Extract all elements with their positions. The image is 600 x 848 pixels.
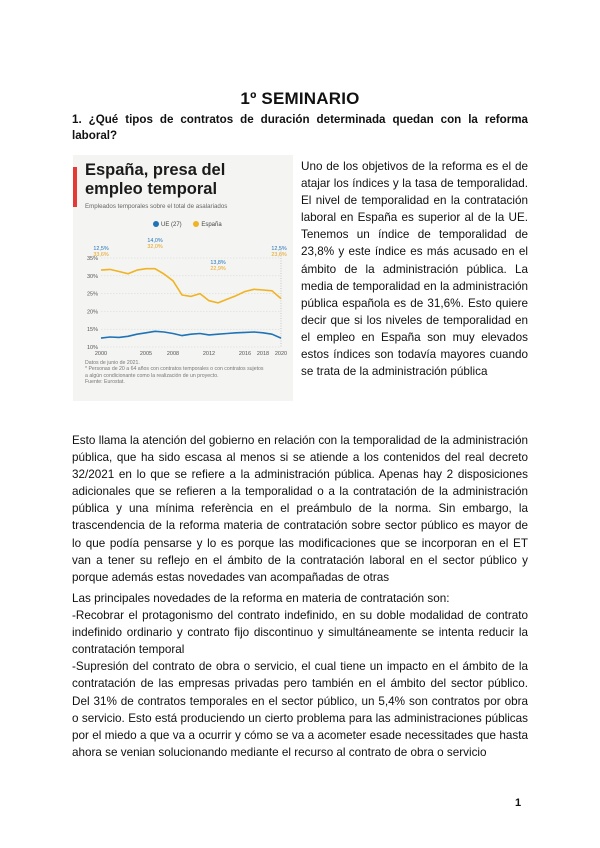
y-tick-label: 30% xyxy=(86,273,98,280)
question-heading: 1. ¿Qué tipos de contratos de duración determinada quedan con la reforma laboral? xyxy=(72,113,528,142)
legend-label-ue: UE (27) xyxy=(161,221,182,228)
y-tick-label: 35% xyxy=(86,256,98,262)
x-tick-label: 2020 xyxy=(274,351,288,357)
x-tick-label: 2012 xyxy=(202,351,216,357)
body-paragraph-2 xyxy=(72,590,528,761)
annotation-spain: 23,6% xyxy=(271,252,287,258)
legend-label-spain: España xyxy=(201,221,222,228)
annotation-ue: 13,8% xyxy=(210,260,226,266)
annotation-spain: 22,9% xyxy=(210,266,226,272)
chart-title-line2: empleo temporal xyxy=(85,180,218,198)
chart-note-date: Datos de junio de 2021. xyxy=(85,360,140,366)
novelties-intro: Las principales novedades de la reforma en materia de contratación son: xyxy=(72,592,450,605)
chart-note-definition-cont: a algún condicionante como la realización de un proyecto. xyxy=(85,372,219,379)
chart-subtitle: Empleados temporales sobre el total de asalariados xyxy=(85,203,228,210)
novelty-item-1: -Recobrar el protagonismo del contrato indefinido, en su doble modalidad de contrato indefinido ordinario y contrato fijo discontinuo y simultáneamente se intenta reducir la contratación temporal xyxy=(72,609,528,657)
annotation-ue: 12,5% xyxy=(93,246,109,252)
annotation-spain: 33,6% xyxy=(93,252,109,258)
series-line-ue-27- xyxy=(101,331,281,338)
chart-note-source: Fuente: Eurostat. xyxy=(85,379,125,386)
side-paragraph: Uno de los objetivos de la reforma es el de atajar los índices y la tasa de temporalidad. El nivel de temporalidad en la contratación laboral en España es superior al de la UE. Tenemos un índice de temporalidad de 23,8% y este índice es más acusado en el ámbito de la administración pública. La media de temporalidad en la administración pública española es de 31,6%. Esto quiere decir que si los niveles de temporalidad en el empleo en España son muy elevados estos índices son todavía mayores cuando se trata de la administración pública xyxy=(301,160,528,379)
y-tick-label: 10% xyxy=(86,345,98,351)
y-tick-label: 15% xyxy=(86,327,98,334)
y-tick-label: 20% xyxy=(86,309,98,316)
x-tick-label: 2000 xyxy=(94,351,108,357)
page-number: 1 xyxy=(515,797,522,809)
chart-notes xyxy=(85,360,290,386)
x-tick-label: 2008 xyxy=(166,351,180,357)
chart-note-definition: * Personas de 20 a 64 años con contratos temporales o con contratos sujetos xyxy=(85,366,264,373)
x-tick-label: 2005 xyxy=(139,351,153,357)
x-tick-label: 2016 xyxy=(238,351,252,357)
annotation-ue: 14,0% xyxy=(147,238,163,244)
novelty-item-2: -Supresión del contrato de obra o servicio, el cual tiene un impacto en el ámbito de la contratación de las empresas privadas pero también en el ámbito del sector público. Del 31% de contratos temporales en el sector público, un 5,4% son contratos por obra o servicio. Esto está produciendo un cierto problema para las administraciones públicas por el miedo a que va a ocurrir y cómo se va a acometer esade necessitades que hasta ahora se venian solucionando mediante el recurso al contrato de obra o servicio xyxy=(72,660,528,759)
chart-title-line1: España, presa del xyxy=(85,161,226,179)
annotation-spain: 32,0% xyxy=(147,244,163,250)
body-paragraph-1: Esto llama la atención del gobierno en relación con la temporalidad de la administración pública, que ha sido escasa al menos si se atiende a los contenidos del real decreto 32/2021 en lo que se refiere a la administración pública. Apenas hay 2 disposiciones adicionales que se refieren a la temporalidad o a la contratación de la administración pública y una mínima referència en el preámbulo de la norma. Sin embargo, la trascendencia de la reforma materia de contratación sobre sector público es mayor de lo que podía pensarse y lo es porque las modificaciones que se incorporan en el ET van a tener su reflejo en el ámbito de la contratación laboral en el sector público y porque además estas novedades van acompañadas de otras xyxy=(72,434,528,584)
page-title: 1º SEMINARIO xyxy=(240,89,360,108)
x-tick-label: 2018 xyxy=(256,351,270,357)
temporality-chart-figure xyxy=(73,155,293,401)
series-line-espa-a xyxy=(101,269,281,303)
annotation-ue: 12,5% xyxy=(271,246,287,252)
y-tick-label: 25% xyxy=(86,291,98,298)
